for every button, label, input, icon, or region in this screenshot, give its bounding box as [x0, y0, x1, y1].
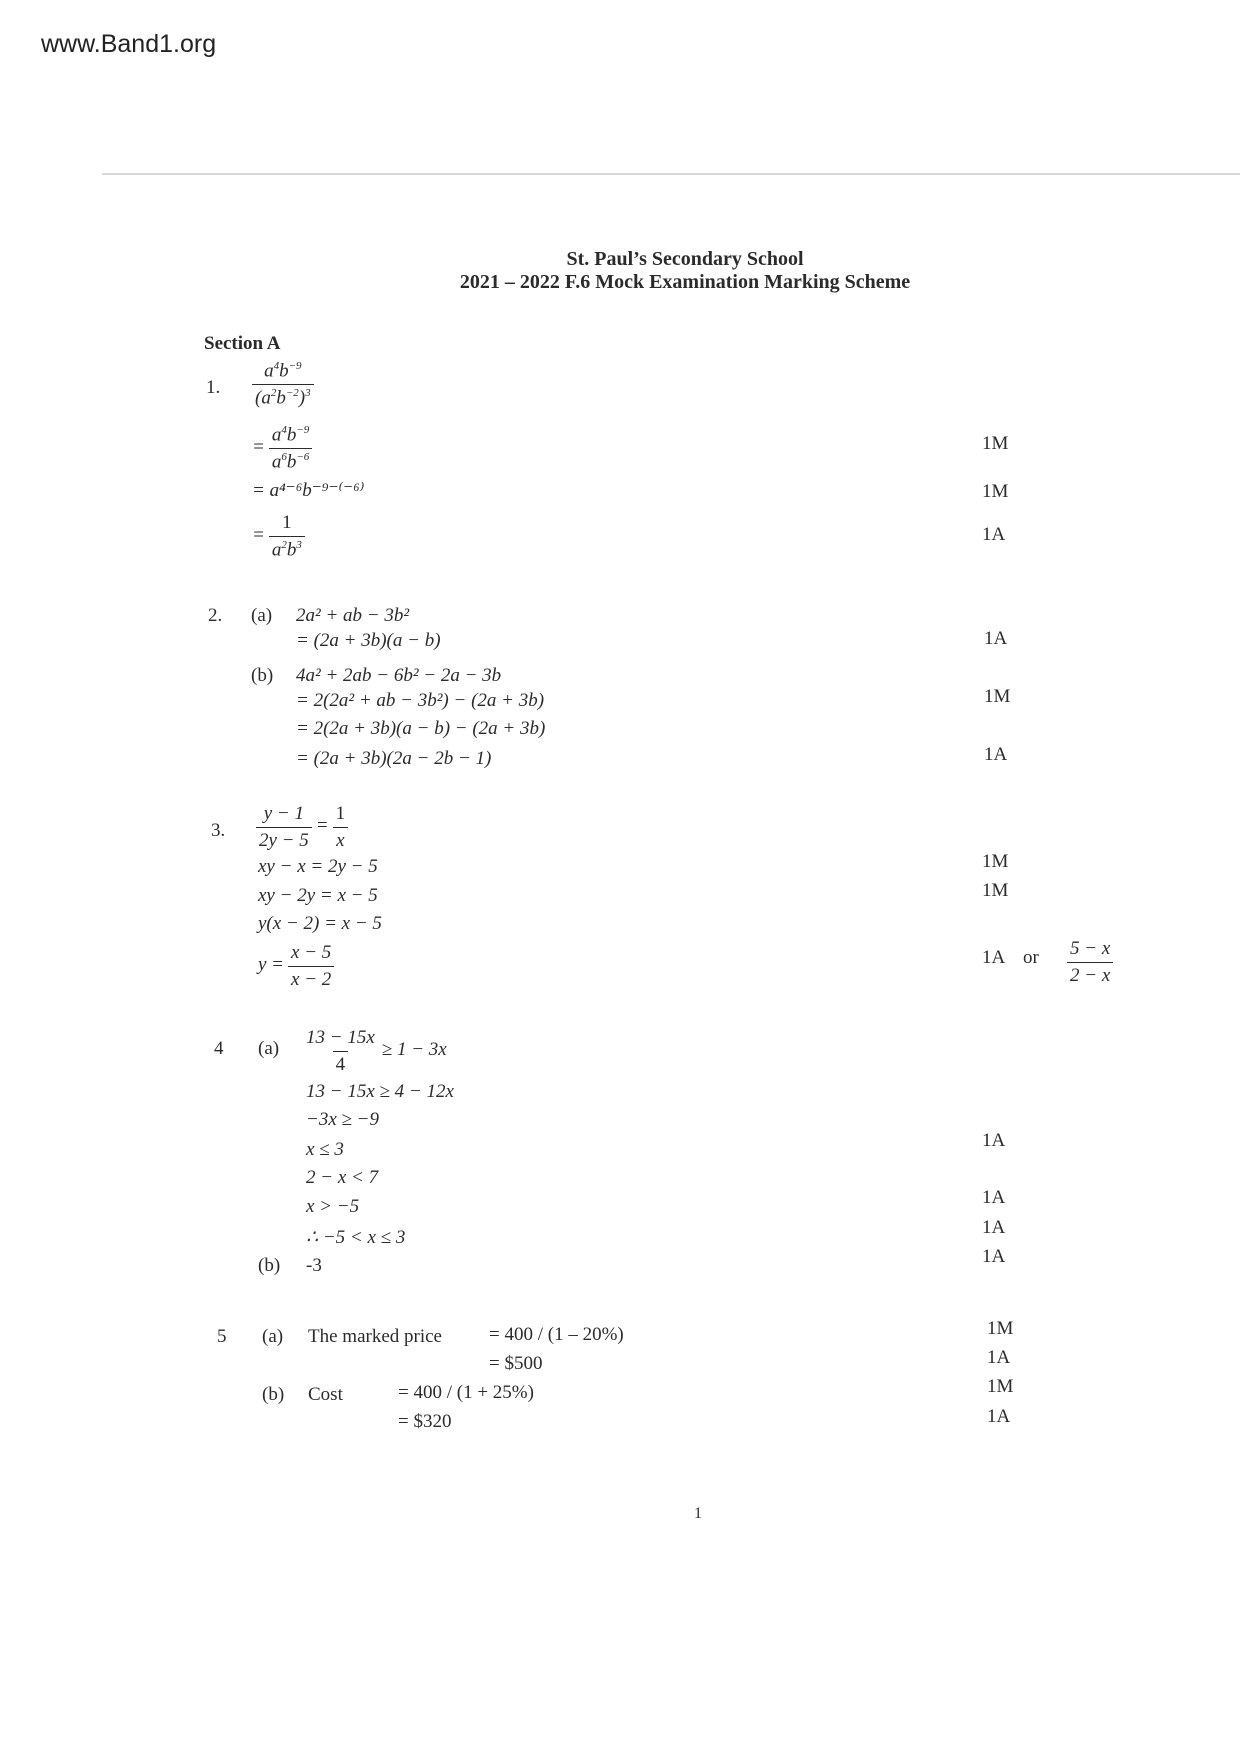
q2-b-label: (b)	[251, 665, 274, 686]
scan-edge-line	[102, 173, 1240, 175]
q3-final	[258, 942, 334, 991]
q2-mark-1: 1A	[984, 628, 1008, 649]
q3-line-2: xy − 2y = x − 5	[258, 885, 378, 906]
q2-mark-3: 1A	[984, 744, 1008, 765]
q5-b-label: (b)	[262, 1384, 285, 1405]
q4-frac-rhs: ≥ 1 − 3x	[381, 1039, 447, 1061]
q2-a-line-2: = (2a + 3b)(a − b)	[296, 630, 441, 651]
q5-a-label: (a)	[262, 1326, 284, 1347]
q1-step2: = a⁴⁻⁶b⁻⁹⁻⁽⁻⁶⁾	[252, 480, 365, 501]
q3-equals: =	[315, 815, 329, 837]
q4-a-label: (a)	[258, 1038, 280, 1059]
q4-inequality	[303, 1027, 447, 1076]
q4-mark-1: 1A	[982, 1130, 1006, 1151]
q4-line-6: ∴ −5 < x ≤ 3	[306, 1227, 406, 1248]
q2-a-line-1: 2a² + ab − 3b²	[296, 605, 410, 626]
q5-b-text: Cost	[308, 1384, 343, 1405]
q4-number: 4	[214, 1038, 224, 1059]
q4-b-answer: -3	[306, 1255, 322, 1276]
q4-b-label: (b)	[258, 1255, 281, 1276]
q1-mark-3: 1A	[982, 524, 1006, 545]
q5-mark-2: 1A	[987, 1347, 1011, 1368]
q4-frac-num: 13 − 15x	[306, 1027, 375, 1048]
q1-mark-1: 1M	[982, 433, 1009, 454]
q4-mark-4: 1A	[982, 1246, 1006, 1267]
q3-line-1: xy − x = 2y − 5	[258, 856, 378, 877]
q4-mark-3: 1A	[982, 1217, 1006, 1238]
q3-or: or	[1023, 947, 1039, 968]
school-title: St. Paul’s Secondary School	[566, 248, 804, 270]
q2-mark-2: 1M	[984, 686, 1011, 707]
q2-number: 2.	[208, 605, 223, 626]
section-heading: Section A	[204, 333, 281, 354]
q5-b-line-2: = $320	[398, 1411, 452, 1432]
q5-mark-4: 1A	[987, 1406, 1011, 1427]
q1-number: 1.	[206, 377, 221, 398]
q2-b-line-3: = 2(2a + 3b)(a − b) − (2a + 3b)	[296, 718, 546, 739]
exam-title: 2021 – 2022 F.6 Mock Examination Marking Scheme	[459, 271, 911, 293]
q1-step3: = $\frac{1}{a^2b^3}$	[252, 512, 305, 561]
q3-final-den: x − 2	[288, 966, 334, 991]
q3-alt-den: 2 − x	[1067, 962, 1113, 987]
q1-mark-2: 1M	[982, 481, 1009, 502]
q3-equation: $\frac{y - 1}{2y - 5}$ = $\frac{1}{x}$	[256, 803, 348, 852]
q3-alt-answer	[1067, 938, 1113, 987]
q4-line-3: x ≤ 3	[306, 1139, 344, 1160]
q5-number: 5	[217, 1326, 227, 1347]
q5-a-line-1: = 400 / (1 – 20%)	[489, 1324, 624, 1345]
q4-line-4: 2 − x < 7	[306, 1167, 379, 1188]
q2-b-line-2: = 2(2a² + ab − 3b²) − (2a + 3b)	[296, 690, 545, 711]
q5-mark-1: 1M	[987, 1318, 1014, 1339]
q5-mark-3: 1M	[987, 1376, 1014, 1397]
q3-number: 3.	[211, 820, 226, 841]
q5-a-text: The marked price	[308, 1326, 442, 1347]
q4-line-2: −3x ≥ −9	[306, 1109, 380, 1130]
q3-line-3: y(x − 2) = x − 5	[258, 913, 382, 934]
q4-frac-den: 4	[333, 1051, 349, 1076]
q4-mark-2: 1A	[982, 1187, 1006, 1208]
q2-b-line-4: = (2a + 3b)(2a − 2b − 1)	[296, 748, 492, 769]
q3-mark-2: 1M	[982, 880, 1009, 901]
q1-step1: = $\frac{a^4b^{-9}}{a^6b^{-6}}$	[252, 424, 312, 474]
q3-alt-num: 5 − x	[1070, 938, 1111, 959]
q2-a-label: (a)	[251, 605, 273, 626]
page-number: 1	[694, 1505, 702, 1522]
q5-b-line-1: = 400 / (1 + 25%)	[398, 1382, 534, 1403]
q5-a-line-2: = $500	[489, 1353, 543, 1374]
q3-final-prefix: y =	[258, 954, 285, 976]
q2-b-line-1: 4a² + 2ab − 6b² − 2a − 3b	[296, 665, 502, 686]
q1-step1-sign: =	[252, 436, 265, 458]
q4-line-1: 13 − 15x ≥ 4 − 12x	[306, 1081, 454, 1102]
watermark-url: www.Band1.org	[41, 30, 217, 58]
q1-fraction: $\frac{a^4b^{-9}}{(a^2b^{-2})^3}$	[252, 360, 314, 410]
q3-mark-3: 1A	[982, 947, 1006, 968]
q1-step3-sign: =	[252, 524, 265, 546]
q3-final-num: x − 5	[291, 942, 332, 963]
q3-mark-1: 1M	[982, 851, 1009, 872]
q4-line-5: x > −5	[306, 1196, 360, 1217]
